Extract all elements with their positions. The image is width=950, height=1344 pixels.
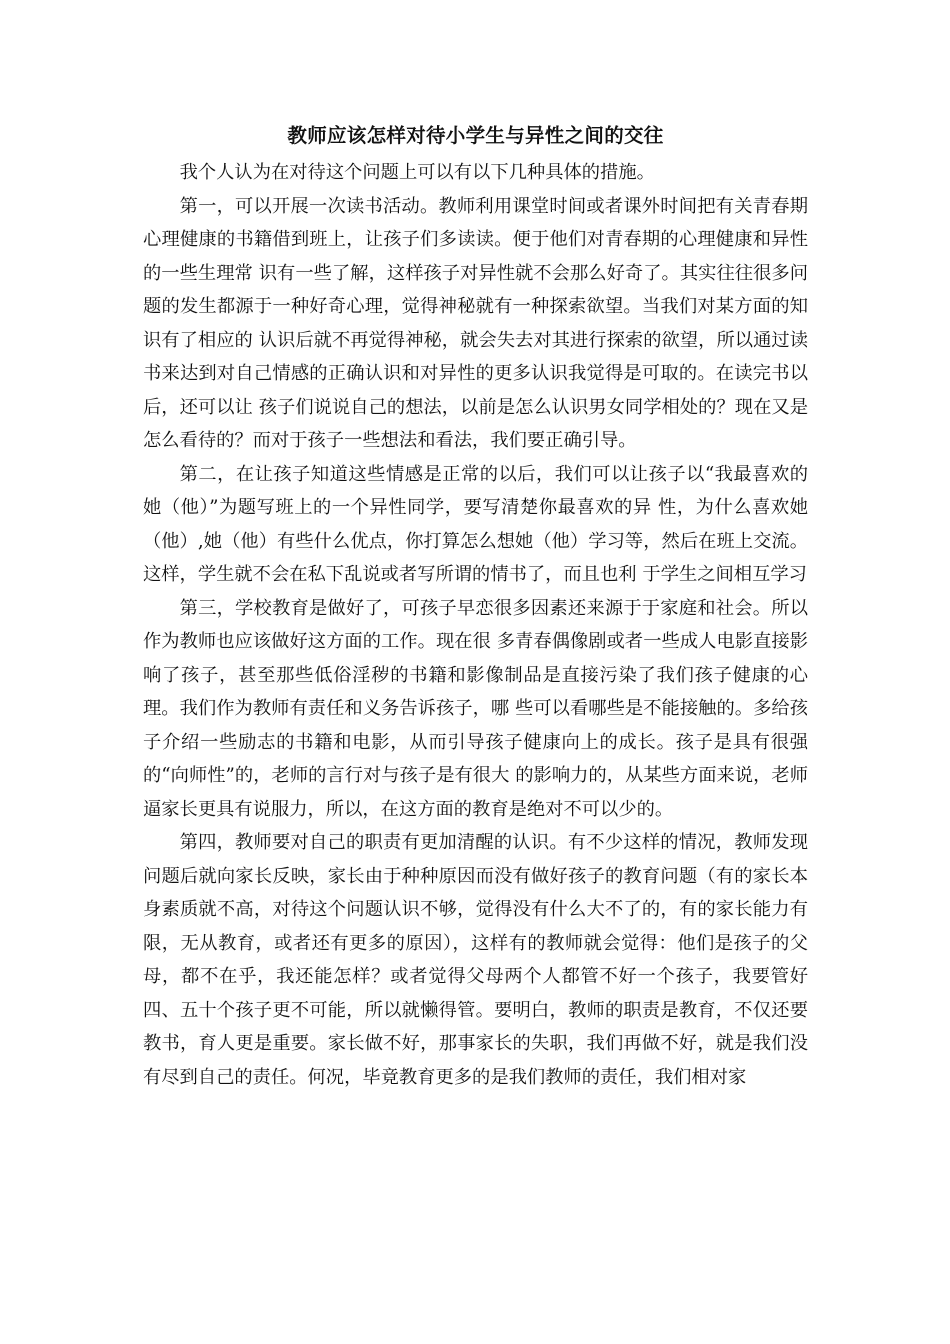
paragraph-third-measure: 第三，学校教育是做好了，可孩子早恋很多因素还来源于于家庭和社会。所以作为教师也应该做好这方面的工作。现在很 多青春偶像剧或者一些成人电影直接影响了孩子，甚至那些低俗淫秽的书籍和影像制品是直接污染了我们孩子健康的心理。我们作为教师有责任和义务告诉孩子，哪 些可以看哪些是不能接触的。多给孩子介绍一些励志的书籍和电影，从而引导孩子健康向上的成长。孩子是具有很强的“向师性”的，老师的言行对与孩子是有很大 的影响力的，从某些方面来说，老师逼家长更具有说服力，所以，在这方面的教育是绝对不可以少的。 [143, 597, 808, 820]
paragraph-fourth-measure: 第四，教师要对自己的职责有更加清醒的认识。有不少这样的情况，教师发现问题后就向家长反映，家长由于种种原因而没有做好孩子的教育问题（有的家长本身素质就不高，对待这个问题认识不够，觉得没有什么大不了的，有的家长能力有限，无从教育，或者还有更多的原因），这样有的教师就会觉得：他们是孩子的父母，都不在乎，我还能怎样？或者觉得父母两个人都管不好一个孩子，我要管好四、五十个孩子更不可能，所以就懒得管。要明白，教师的职责是教育，不仅还要教书，育人更是重要。家长做不好，那事家长的失职，我们再做不好，就是我们没有尽到自己的责任。何况，毕竟教育更多的是我们教师的责任，我们相对家 [143, 832, 808, 1088]
document-title: 教师应该怎样对待小学生与异性之间的交往 [287, 124, 664, 147]
paragraph-first-measure: 第一，可以开展一次读书活动。教师利用课堂时间或者课外时间把有关青春期心理健康的书籍借到班上，让孩子们多读读。便于他们对青春期的心理健康和异性的一些生理常 识有一些了解，这样孩子对异性就不会那么好奇了。其实往往很多问题的发生都源于一种好奇心理，觉得神秘就有一种探索欲望。当我们对某方面的知识有了相应的 认识后就不再觉得神秘，就会失去对其进行探索的欲望，所以通过读书来达到对自己情感的正确认识和对异性的更多认识我觉得是可取的。在读完书以后，还可以让 孩子们说说自己的想法，以前是怎么认识男女同学相处的？现在又是怎么看待的？而对于孩子一些想法和看法，我们要正确引导。 [143, 195, 808, 451]
paragraph-intro: 我个人认为在对待这个问题上可以有以下几种具体的措施。 [179, 162, 655, 183]
paragraph-second-measure: 第二，在让孩子知道这些情感是正常的以后，我们可以让孩子以“我最喜欢的她（他）”为题写班上的一个异性同学，要写清楚你最喜欢的异 性，为什么喜欢她（他）,她（他）有些什么优点，你打算怎么想她（他）学习等，然后在班上交流。这样，学生就不会在私下乱说或者写所谓的情书了，而且也利 于学生之间相互学习 [143, 463, 808, 585]
document-body [143, 120, 808, 1094]
